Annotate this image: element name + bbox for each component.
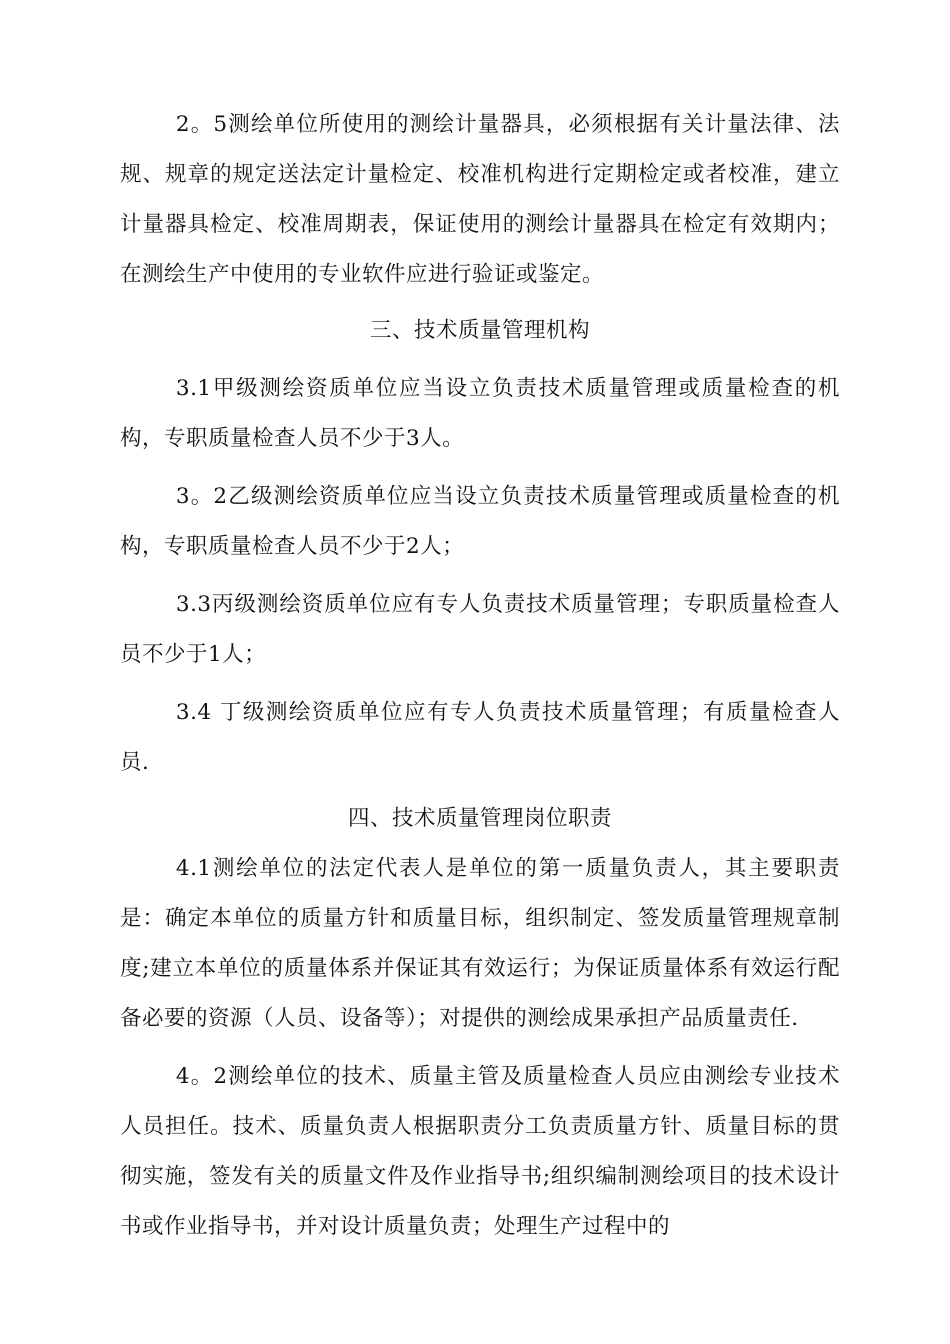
document-page — [120, 100, 840, 1252]
section-heading-4: 四、技术质量管理岗位职责 — [347, 806, 612, 831]
paragraph-4-1: 4.1测绘单位的法定代表人是单位的第一质量负责人，其主要职责是：确定本单位的质量方针和质量目标，组织制定、签发质量管理规章制度;建立本单位的质量体系并保证其有效运行；为保证质量体系有效运行配备必要的资源（人员、设备等）；对提供的测绘成果承担产品质量责任. — [120, 856, 840, 1031]
paragraph-3-1: 3.1甲级测绘资质单位应当设立负责技术质量管理或质量检查的机构，专职质量检查人员不少于3人。 — [120, 376, 840, 451]
paragraph-2-5: 2。5测绘单位所使用的测绘计量器具，必须根据有关计量法律、法规、规章的规定送法定计量检定、校准机构进行定期检定或者校准，建立计量器具检定、校准周期表，保证使用的测绘计量器具在检定有效期内；在测绘生产中使用的专业软件应进行验证或鉴定。 — [120, 112, 840, 287]
paragraph-4-2: 4。2测绘单位的技术、质量主管及质量检查人员应由测绘专业技术人员担任。技术、质量负责人根据职责分工负责质量方针、质量目标的贯彻实施，签发有关的质量文件及作业指导书;组织编制测绘项目的技术设计书或作业指导书，并对设计质量负责；处理生产过程中的 — [120, 1064, 840, 1239]
paragraph-3-3: 3.3丙级测绘资质单位应有专人负责技术质量管理；专职质量检查人员不少于1人； — [120, 592, 840, 667]
paragraph-3-2: 3。2乙级测绘资质单位应当设立负责技术质量管理或质量检查的机构，专职质量检查人员不少于2人； — [120, 484, 840, 559]
paragraph-3-4: 3.4 丁级测绘资质单位应有专人负责技术质量管理；有质量检查人员. — [120, 700, 840, 775]
section-heading-3: 三、技术质量管理机构 — [369, 318, 590, 343]
